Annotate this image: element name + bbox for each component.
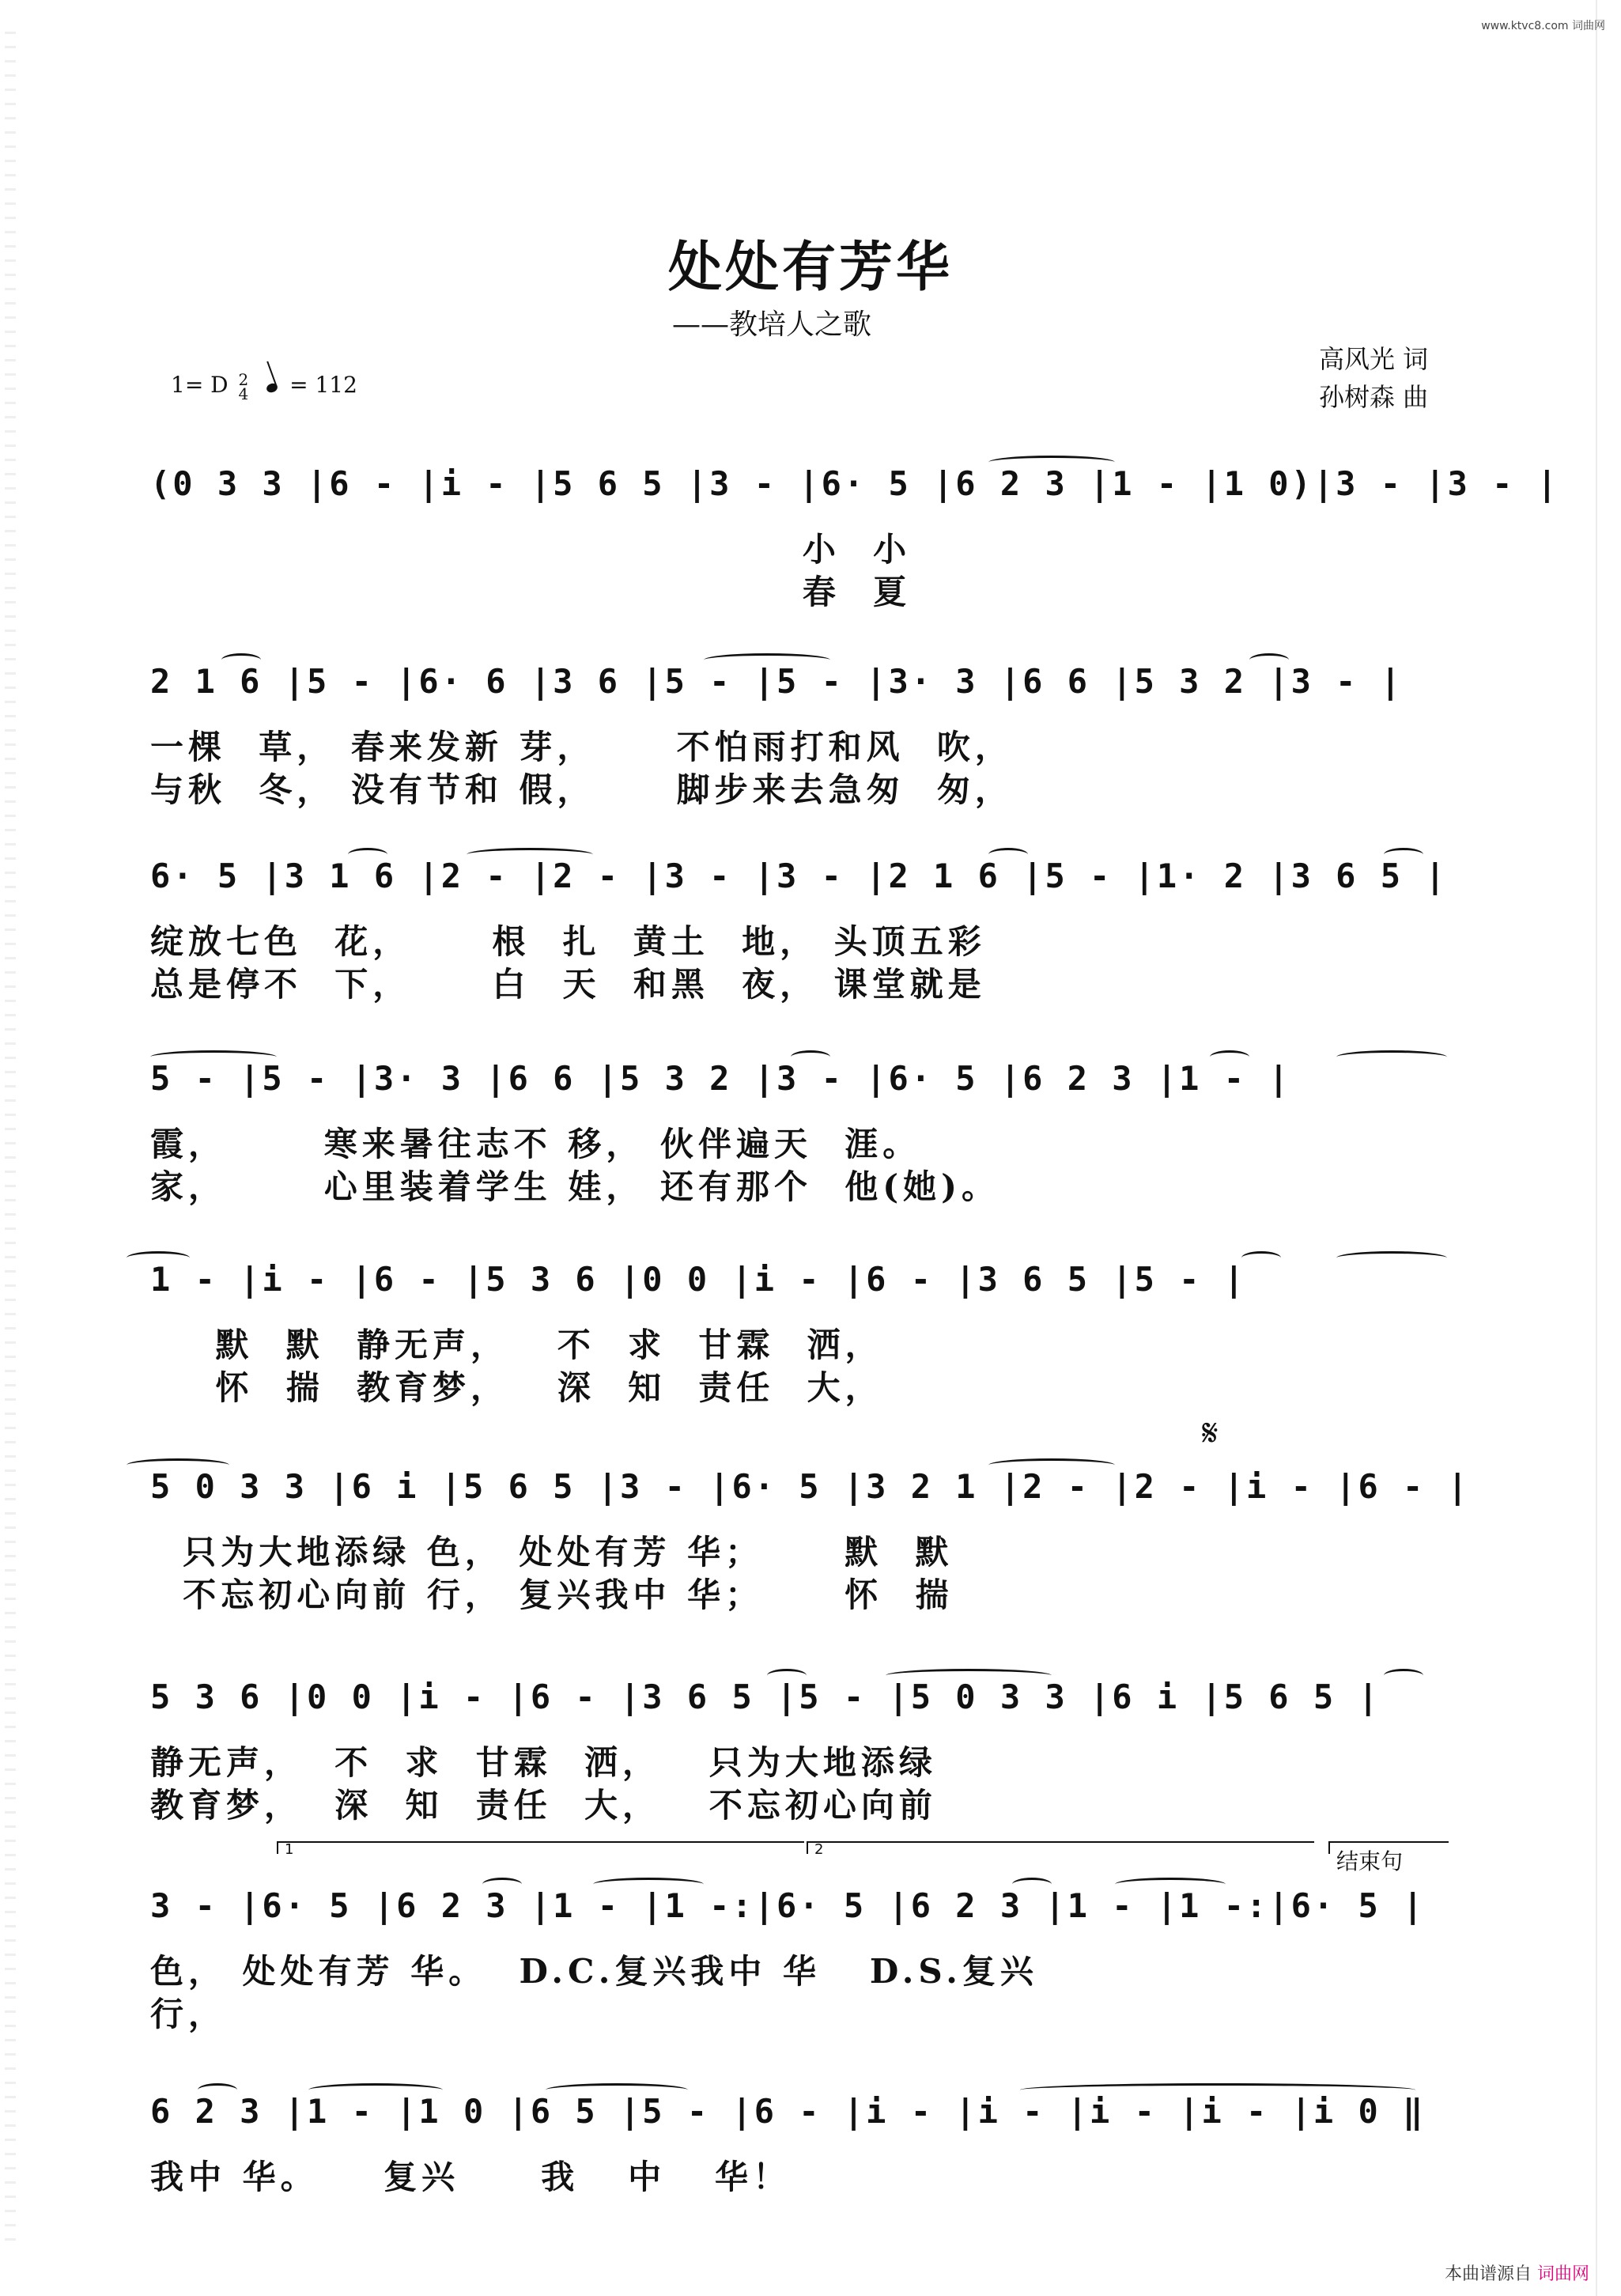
lyrics-verse-1: 色， 处处有芳 华。 D.C.复兴我中 华 D.S.复兴 (150, 1952, 1038, 1991)
slur (348, 848, 387, 861)
slur (127, 1458, 229, 1472)
lyrics-verse-1: 绽放七色 花， 根 扎 黄土 地， 头顶五彩 (150, 922, 986, 961)
score-system-2 (150, 658, 1447, 809)
ending-bracket (1328, 1841, 1449, 1874)
lyricist: 高风光 词 (1319, 344, 1429, 374)
score-system-5 (150, 1256, 1447, 1407)
slur (1012, 1878, 1052, 1891)
score-system-8 (150, 1841, 1447, 2033)
segno-icon: 𝄋 (1202, 1411, 1219, 1455)
margin-watermark-strip (5, 32, 16, 2246)
notes: 6 2 3 |1 - |1 0 |6 5 |5 - |6 - |i - |i - |i - |i - |i 0 ‖ (150, 2092, 1426, 2131)
notes: 5 3 6 |0 0 |i - |6 - |3 6 5 |5 - |5 0 3 3 |6 i |5 6 5 | (150, 1678, 1381, 1716)
page-title: 处处有芳华 (667, 236, 953, 299)
lyrics-verse-1: 默 默 静无声， 不 求 甘霖 洒， (150, 1326, 883, 1364)
lyrics-verse-2: 与秋 冬， 没有节和 假， 脚步来去急匆 匆， (150, 770, 1013, 809)
lyrics-verse-2: 教育梦， 深 知 责任 大， 不忘初心向前 (150, 1786, 937, 1825)
notes: (0 3 3 |6 - |i - |5 6 5 |3 - |6· 5 |6 2 3 |1 - |1 0)|3 - |3 - | (150, 464, 1560, 503)
notes: 1 - |i - |6 - |5 3 6 |0 0 |i - |6 - |3 6 5 |5 - | (150, 1260, 1247, 1299)
slur (1384, 1669, 1423, 1682)
slur (467, 848, 593, 861)
slur (767, 1669, 807, 1682)
lyrics-verse-2: 春 夏 (150, 573, 912, 611)
footer-credit (1445, 2260, 1589, 2285)
slur (988, 456, 1115, 469)
key-signature (171, 369, 357, 403)
slur (1249, 653, 1289, 667)
slur (150, 1050, 277, 1064)
lyrics-verse-2: 总是停不 下， 白 天 和黑 夜， 课堂就是 (150, 965, 986, 1004)
slur (1210, 1050, 1249, 1064)
lyrics-verse-1: 一棵 草， 春来发新 芽， 不怕雨打和风 吹， (150, 728, 1013, 766)
score-system-4 (150, 1055, 1447, 1206)
lyrics-verse-2: 不忘初心向前 行， 复兴我中 华； 怀 揣 (150, 1575, 954, 1614)
notes: 5 - |5 - |3· 3 |6 6 |5 3 2 |3 - |6· 5 |6 2 3 |1 - | (150, 1059, 1291, 1098)
site-credit: www.ktvc8.com 词曲网 (1481, 20, 1605, 32)
composer: 孙树森 曲 (1319, 382, 1429, 412)
time-sig-top: 2 (238, 369, 249, 389)
score-system-9 (150, 2088, 1447, 2222)
notes: 6· 5 |3 1 6 |2 - |2 - |3 - |3 - |2 1 6 |5 - |1· 2 |3 6 5 | (150, 857, 1448, 895)
lyrics-verse-2: 家， 心里装着学生 娃， 还有那个 他(她)。 (150, 1167, 999, 1206)
slur (704, 653, 830, 667)
volta-1 (277, 1841, 804, 1858)
slur (546, 2083, 688, 2097)
footer-prefix: 本曲谱源自 (1444, 2264, 1532, 2284)
key: 1= D (171, 372, 229, 398)
subtitle: ——教培人之歌 (672, 308, 872, 341)
notes: 5 0 3 3 |6 i |5 6 5 |3 - |6· 5 |3 2 1 |2 - |2 - |i - |6 - | (150, 1467, 1470, 1506)
lyrics-verse-2: 行， (150, 1995, 227, 2033)
slur (1384, 848, 1423, 861)
slur (1115, 1878, 1226, 1891)
lyrics-verse-1: 小 小 (150, 530, 912, 569)
volta-2-label: 2 (814, 1841, 824, 1858)
page-edge (1596, 0, 1597, 2296)
lyrics-verse-1: 静无声， 不 求 甘霖 洒， 只为大地添绿 (150, 1743, 937, 1782)
slur (308, 2083, 443, 2097)
quarter-note-icon (266, 382, 279, 394)
credits (1319, 340, 1428, 416)
slur (1241, 1251, 1281, 1265)
score-system-6 (150, 1411, 1470, 1614)
time-sig-bottom: 4 (238, 384, 249, 403)
ending-label: 结束句 (1336, 1848, 1404, 1874)
score-system-7 (150, 1674, 1447, 1825)
slur (221, 653, 261, 667)
slur (791, 1050, 830, 1064)
lyrics-verse-1: 我中 华。 复兴 我 中 华！ (150, 2158, 791, 2196)
volta-1-label: 1 (285, 1841, 294, 1858)
slur (482, 1878, 522, 1891)
slur (988, 1458, 1115, 1472)
lyrics-verse-1: 霞， 寒来暑往志不 移， 伙伴遍天 涯。 (150, 1125, 921, 1163)
volta-2 (807, 1841, 1314, 1858)
footer-brand[interactable]: 词曲网 (1536, 2264, 1589, 2284)
score-system-3 (150, 853, 1448, 1004)
slur (1020, 2083, 1415, 2097)
slur (988, 848, 1028, 861)
slur (1336, 1251, 1447, 1265)
lyrics-verse-2: 怀 揣 教育梦， 深 知 责任 大， (150, 1368, 883, 1407)
tempo: = 112 (289, 372, 357, 398)
slur (127, 1251, 190, 1265)
slur (198, 2083, 237, 2097)
notes: 3 - |6· 5 |6 2 3 |1 - |1 -:|6· 5 |6 2 3 |1 - |1 -:|6· 5 | (150, 1886, 1426, 1925)
time-signature (238, 369, 249, 403)
slur (593, 1878, 704, 1891)
slur (886, 1669, 1052, 1682)
notes: 2 1 6 |5 - |6· 6 |3 6 |5 - |5 - |3· 3 |6 6 |5 3 2 |3 - | (150, 662, 1404, 701)
score-system-1 (150, 460, 1560, 611)
slur (1336, 1050, 1447, 1064)
lyrics-verse-1: 只为大地添绿 色， 处处有芳 华； 默 默 (150, 1533, 954, 1572)
